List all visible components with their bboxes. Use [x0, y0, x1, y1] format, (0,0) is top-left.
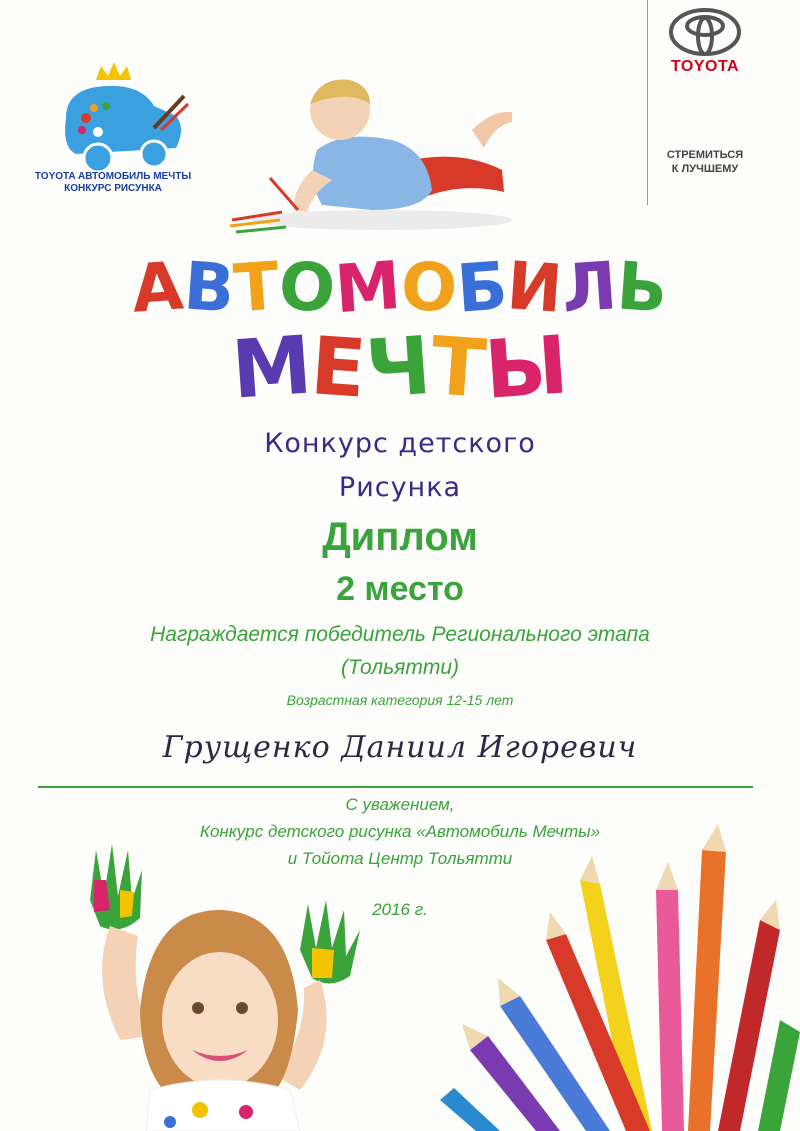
title-line1-letter: О [276, 247, 338, 328]
closing-line3: и Тойота Центр Тольятти [287, 849, 513, 868]
title-line1-letter: Ь [614, 247, 671, 328]
title-line1-letter: М [332, 246, 404, 329]
subtitle-line1: Конкурс детского [264, 428, 536, 459]
winner-name: Грущенко Даниил Игоревич [162, 730, 638, 765]
logo-caption-line2: КОНКУРС РИСУНКА [64, 183, 162, 194]
logo-caption-line1: TOYOTA АВТОМОБИЛЬ МЕЧТЫ [34, 171, 192, 182]
girl-painted-hands-icon [50, 840, 400, 1131]
title-line2-letter: М [228, 318, 315, 417]
colored-pencils-icon [440, 810, 800, 1131]
slogan-line1: СТРЕМИТЬСЯ [666, 149, 744, 161]
title-line1-letter: Б [454, 247, 510, 328]
title-line2-letter: Т [427, 319, 489, 416]
title-line2-letter: Е [308, 319, 370, 416]
closing-year: 2016 г. [372, 900, 428, 919]
title-line1 [120, 246, 680, 329]
subtitle-line2: Рисунка [338, 472, 462, 503]
toyota-wordmark: TOYOTA [670, 58, 740, 75]
title-line1-letter: И [504, 247, 566, 328]
logo-caption [18, 171, 208, 195]
title-line2 [190, 318, 610, 417]
city-text: (Тольятти) [340, 656, 460, 679]
header-divider [647, 0, 648, 205]
brand-slogan [650, 148, 760, 176]
diploma-title: Диплом [322, 515, 478, 559]
awarded-text: Награждается победитель Регионального этапа [150, 623, 650, 646]
title-line1-letter: О [398, 247, 460, 328]
age-category: Возрастная категория 12-15 лет [286, 692, 514, 708]
title-line1-letter: Л [559, 247, 620, 328]
slogan-line2: К ЛУЧШЕМУ [671, 163, 739, 175]
closing-line2: Конкурс детского рисунка «Автомобиль Мечты» [199, 822, 601, 841]
title-line2-letter: Ч [362, 318, 434, 417]
title-line2-letter: Ы [482, 318, 572, 417]
title-line1-letter: В [180, 247, 237, 328]
toyota-emblem-icon [667, 6, 743, 58]
title-line1-letter: Т [231, 247, 282, 328]
diploma-place: 2 место [336, 570, 464, 608]
signature-line [38, 786, 753, 788]
closing-line1: С уважением, [345, 795, 455, 814]
boy-drawing-icon [222, 70, 522, 240]
title-line1-letter: А [129, 247, 187, 328]
